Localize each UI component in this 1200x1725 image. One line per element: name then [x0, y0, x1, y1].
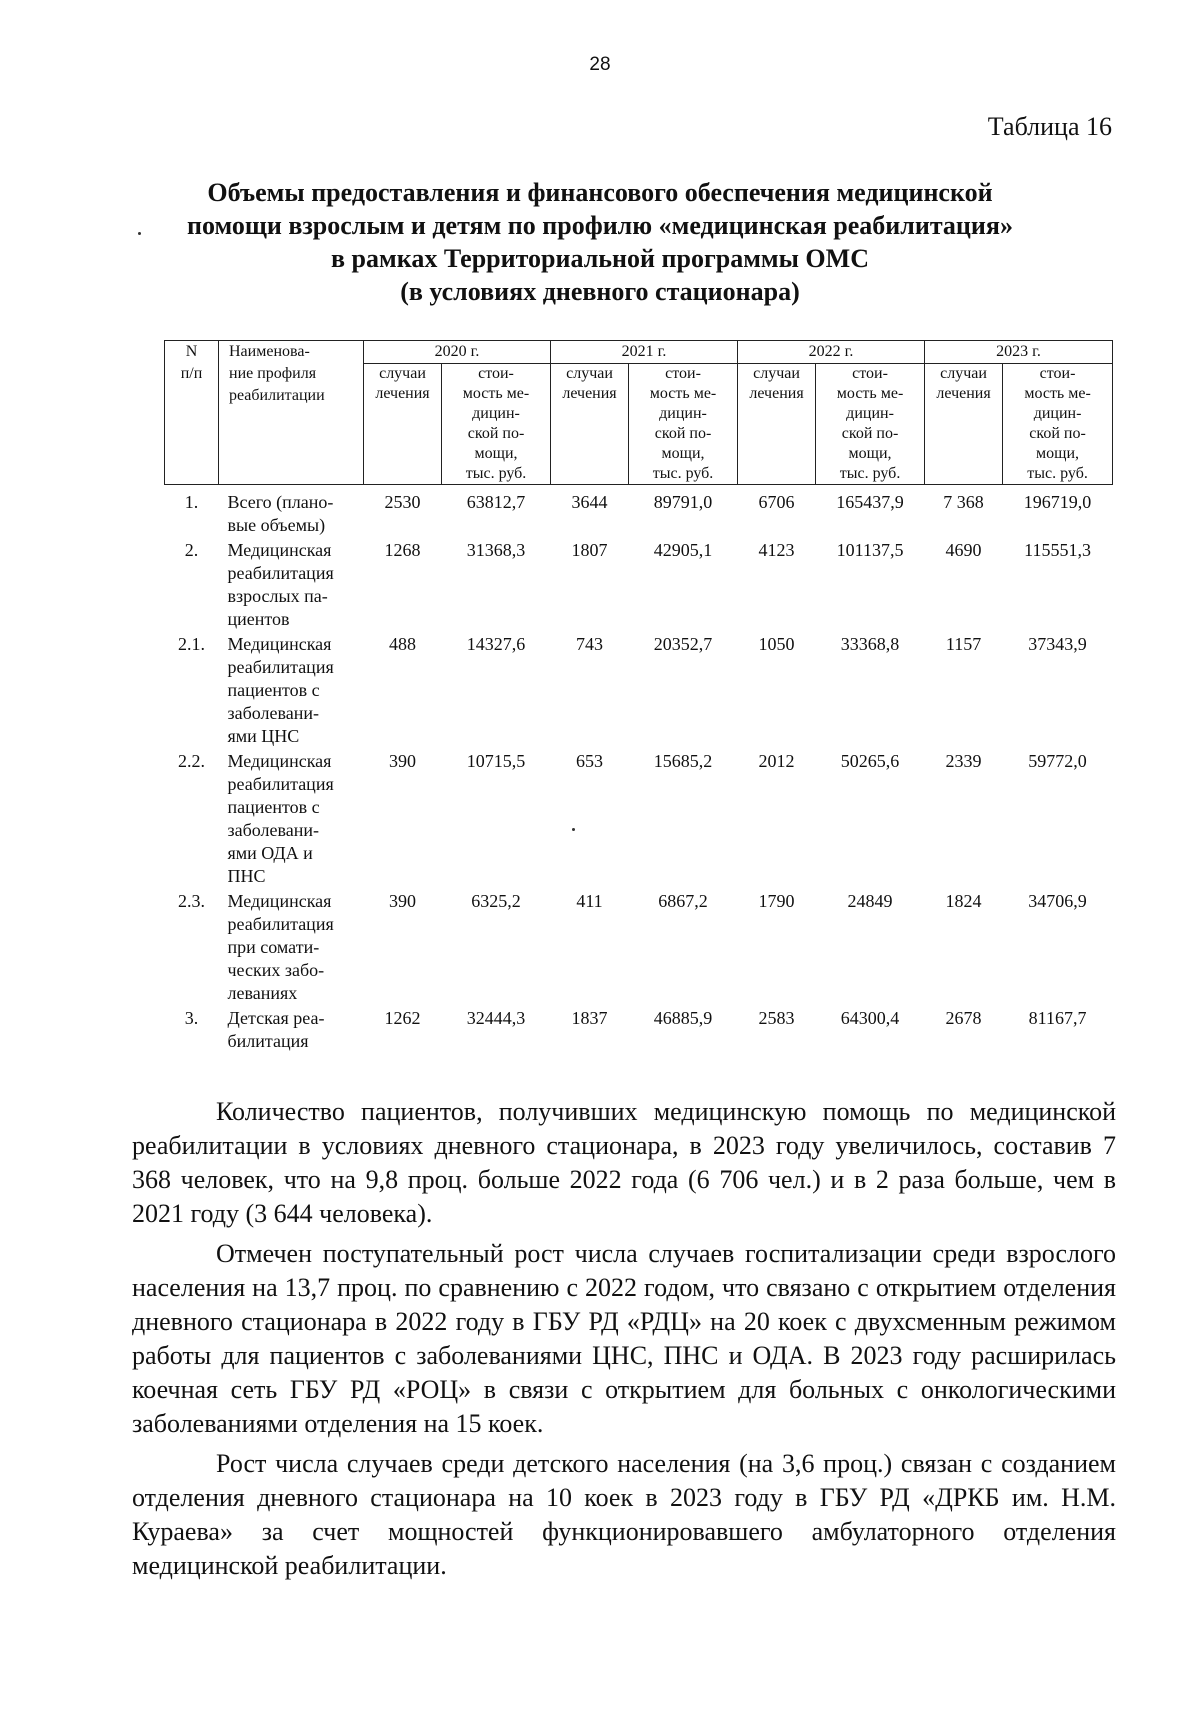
table-row: [165, 537, 1113, 631]
cell-line: стои-: [1039, 365, 1076, 382]
cost-value: 10715,5: [466, 751, 526, 771]
cost-value: 6867,2: [658, 891, 708, 911]
cases-value: 4123: [758, 540, 795, 560]
title-line: помощи взрослым и детям по профилю «медицинская реабилитация»: [187, 211, 1013, 240]
cell-line: лечения: [749, 385, 804, 402]
row-number: 2.2.: [178, 751, 205, 771]
row-name: [219, 537, 364, 631]
cost-value: 81167,7: [1028, 1008, 1087, 1028]
cell-line: Детская реа-: [227, 1008, 325, 1028]
table-label: Таблица 16: [987, 112, 1112, 141]
header-cost: [442, 364, 551, 485]
cost-value: 101137,5: [836, 540, 904, 560]
cell-line: случаи: [566, 365, 613, 382]
document-title: [150, 176, 1050, 308]
cell-line: тыс. руб.: [839, 465, 901, 482]
cell-line: мость ме-: [1024, 385, 1091, 402]
cell-line: тыс. руб.: [465, 465, 527, 482]
cases-value: 2339: [945, 751, 982, 771]
header-cases: [364, 364, 442, 485]
cost-value: 15685,2: [653, 751, 713, 771]
header-cases: [925, 364, 1003, 485]
cell-line: реабилитация: [227, 657, 334, 677]
cell-line: Наименова-: [229, 343, 310, 360]
cell-line: заболевани-: [227, 820, 320, 840]
cell-line: циентов: [227, 609, 290, 629]
cases-value: 411: [576, 891, 603, 911]
cost-value: 32444,3: [466, 1008, 526, 1028]
cell-line: взрослых па-: [227, 586, 328, 606]
cell-line: мощи,: [848, 445, 892, 462]
table-row: [165, 485, 1113, 538]
cases-value: 653: [576, 751, 604, 771]
header-cost: [629, 364, 738, 485]
cell-line: ческих забо-: [227, 960, 325, 980]
cell-line: мость ме-: [836, 385, 904, 402]
cell-line: реабилитация: [227, 563, 334, 583]
header-cost: [1003, 364, 1113, 485]
cases-value: 390: [389, 751, 416, 771]
scan-speck: [138, 232, 141, 235]
cell-line: ями ОДА и: [227, 843, 313, 863]
cases-value: 6706: [758, 492, 795, 512]
cases-value: 488: [389, 634, 416, 654]
cell-line: вые объемы): [227, 515, 326, 535]
cost-value: 63812,7: [466, 492, 526, 512]
paragraph: Количество пациентов, получивших медицинскую помощь по медицинской реабилитации в условиях дневного стационара, в 2023 году увеличилось, составив 7 368 человек, что на 9,8 проц. больше 2022 года (6 706 чел.) и в 2 раза больше, чем в 2021 году (3 644 человека).: [132, 1097, 1116, 1228]
cell-line: ской по-: [467, 425, 525, 442]
cost-value: 33368,8: [840, 634, 900, 654]
cases-value: 1824: [945, 891, 982, 911]
cases-value: 2012: [758, 751, 795, 771]
paragraph: Рост числа случаев среди детского населения (на 3,6 проц.) связан с созданием отделения дневного стационара на 10 коек в 2023 году в ГБУ РД «ДРКБ им. Н.М. Кураева» за счет мощностей функционировавшего амбулаторного отделения медицинской реабилитации.: [132, 1449, 1116, 1580]
cell-line: дицин-: [472, 405, 520, 422]
cell-line: реабилитация: [227, 774, 334, 794]
cost-value: 59772,0: [1028, 751, 1087, 771]
cases-value: 7 368: [943, 492, 984, 512]
cases-value: 1807: [571, 540, 608, 560]
cell-line: мощи,: [661, 445, 705, 462]
row-number: 2.1.: [178, 634, 205, 654]
header-year: 2021 г.: [551, 341, 738, 364]
header-cost: [816, 364, 925, 485]
cell-line: случаи: [379, 365, 426, 382]
cost-value: 34706,9: [1028, 891, 1087, 911]
cost-value: 37343,9: [1028, 634, 1087, 654]
table-row: [165, 888, 1113, 1005]
cell-line: дицин-: [1033, 405, 1082, 422]
cell-line: случаи: [753, 365, 800, 382]
table-header: [165, 341, 1113, 485]
cell-line: дицин-: [846, 405, 894, 422]
cases-value: 743: [576, 634, 604, 654]
cases-value: 1837: [571, 1008, 608, 1028]
body-text: [132, 1095, 1116, 1589]
row-name: [219, 888, 364, 1005]
cases-value: 390: [389, 891, 416, 911]
header-year: 2023 г.: [925, 341, 1113, 364]
row-number: 2.: [184, 540, 199, 560]
cell-line: п/п: [180, 365, 203, 382]
cell-line: Медицинская: [227, 634, 332, 654]
cell-line: тыс. руб.: [652, 465, 714, 482]
cell-line: ской по-: [654, 425, 712, 442]
header-row: [165, 341, 1113, 364]
title-line: Объемы предоставления и финансового обеспечения медицинской: [207, 178, 993, 207]
title-line: в рамках Территориальной программы ОМС: [331, 244, 869, 273]
header-year: 2022 г.: [738, 341, 925, 364]
cell-line: дицин-: [659, 405, 707, 422]
cost-value: 64300,4: [840, 1008, 900, 1028]
cell-line: при сомати-: [227, 937, 320, 957]
cell-line: случаи: [940, 365, 987, 382]
header-cases: [551, 364, 629, 485]
cases-value: 2583: [758, 1008, 795, 1028]
header-year: 2020 г.: [364, 341, 551, 364]
cases-value: 4690: [945, 540, 982, 560]
table-body: [165, 485, 1113, 1054]
cell-line: мость ме-: [649, 385, 717, 402]
cell-line: леваниях: [227, 983, 298, 1003]
row-number: 1.: [184, 492, 199, 512]
cell-line: стои-: [665, 365, 701, 382]
cell-line: реабилитации: [229, 387, 325, 404]
cell-line: ской по-: [841, 425, 899, 442]
row-number: 3.: [184, 1008, 199, 1028]
cost-value: 115551,3: [1024, 540, 1091, 560]
cell-line: N: [185, 343, 198, 360]
table-row: [165, 1005, 1113, 1053]
cell-line: ской по-: [1029, 425, 1086, 442]
scan-speck: [572, 828, 575, 831]
header-name: [219, 341, 364, 485]
cost-value: 89791,0: [653, 492, 713, 512]
cases-value: 1268: [384, 540, 421, 560]
cost-value: 20352,7: [653, 634, 713, 654]
cell-line: Медицинская: [227, 751, 332, 771]
row-number: 2.3.: [178, 891, 205, 911]
page-number: 28: [589, 54, 611, 75]
volumes-table: [164, 340, 1113, 1053]
cell-line: реабилитация: [227, 914, 334, 934]
cost-value: 24849: [847, 891, 893, 911]
cases-value: 2678: [945, 1008, 982, 1028]
cases-value: 1050: [758, 634, 795, 654]
cell-line: Медицинская: [227, 540, 332, 560]
row-name: [219, 1005, 364, 1053]
cell-line: мощи,: [474, 445, 518, 462]
cost-value: 31368,3: [466, 540, 526, 560]
cell-line: тыс. руб.: [1027, 465, 1088, 482]
title-line: (в условиях дневного стационара): [400, 277, 800, 306]
cell-line: стои-: [478, 365, 514, 382]
cell-line: заболевани-: [227, 703, 320, 723]
cost-value: 6325,2: [471, 891, 521, 911]
header-cases: [738, 364, 816, 485]
header-num: [165, 341, 219, 485]
table-row: [165, 748, 1113, 888]
cost-value: 50265,6: [840, 751, 900, 771]
cell-line: пациентов с: [227, 680, 320, 700]
row-name: [219, 748, 364, 888]
cost-value: 42905,1: [653, 540, 713, 560]
cell-line: стои-: [852, 365, 888, 382]
row-name: [219, 631, 364, 748]
cases-value: 1262: [384, 1008, 421, 1028]
cell-line: ПНС: [227, 866, 266, 886]
cost-value: 46885,9: [653, 1008, 713, 1028]
cell-line: билитация: [227, 1031, 309, 1051]
cases-value: 1790: [758, 891, 795, 911]
cost-value: 14327,6: [466, 634, 526, 654]
cost-value: 196719,0: [1023, 492, 1092, 512]
cell-line: Всего (плано-: [227, 492, 334, 512]
cell-line: лечения: [375, 385, 430, 402]
paragraph: Отмечен поступательный рост числа случаев госпитализации среди взрослого населения на 13,7 проц. по сравнению с 2022 годом, что связано с открытием отделения дневного стационара в 2022 году в ГБУ РД «РДЦ» на 20 коек с двухсменным режимом работы для пациентов с заболеваниями ЦНС, ПНС и ОДА. В 2023 году расширилась коечная сеть ГБУ РД «РОЦ» в связи с открытием для больных с онкологическими заболеваниями отделения на 15 коек.: [132, 1239, 1116, 1438]
cell-line: мость ме-: [462, 385, 530, 402]
cell-line: лечения: [936, 385, 991, 402]
cell-line: пациентов с: [227, 797, 320, 817]
cases-value: 1157: [945, 634, 982, 654]
cell-line: ями ЦНС: [227, 726, 300, 746]
cell-line: Медицинская: [227, 891, 332, 911]
row-name: [219, 485, 364, 538]
cost-value: 165437,9: [836, 492, 904, 512]
table-row: [165, 631, 1113, 748]
cell-line: ние профиля: [229, 365, 317, 382]
cell-line: лечения: [562, 385, 617, 402]
cell-line: мощи,: [1036, 445, 1080, 462]
cases-value: 2530: [384, 492, 421, 512]
cases-value: 3644: [571, 492, 608, 512]
